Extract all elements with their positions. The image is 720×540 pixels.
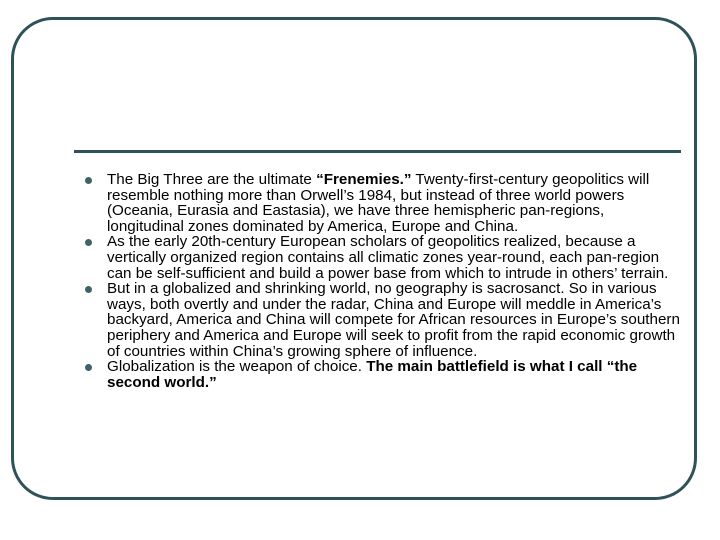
slide-frame xyxy=(11,17,697,500)
bullet-item xyxy=(82,359,682,390)
bullet-text: As the early 20th-century European scholars of geopolitics realized, because a vertically organized region contains all climatic zones year-round, each pan-region can be self-sufficient and build a power base from which to intrude in others’ terrain. xyxy=(107,233,669,282)
title-divider xyxy=(74,150,681,153)
bullet-item xyxy=(82,234,682,281)
bullet-list xyxy=(82,172,682,390)
bullet-text: But in a globalized and shrinking world, no geography is sacrosanct. So in various ways, both overtly and under the radar, China and Europe will meddle in America’s backyard, America and China will compete for African resources in Europe’s southern periphery and America and Europe will seek to profit from the rapid economic growth of countries within China’s growing sphere of influence. xyxy=(107,280,680,360)
bullet-text: Globalization is the weapon of choice. xyxy=(107,358,367,376)
bullet-text: Twenty-first-century geopolitics will resemble nothing more than Orwell’s 1984, but instead of three world powers (Oceania, Eurasia and Eastasia), we have three hemispheric pan-regions, longitudinal zones dominated by America, Europe and China. xyxy=(107,171,650,235)
bullet-dot-icon xyxy=(85,177,92,184)
bullet-text: The Big Three are the ultimate xyxy=(107,171,317,188)
bullet-item xyxy=(82,281,682,359)
bullet-dot-icon xyxy=(85,286,92,293)
bullet-dot-icon xyxy=(85,364,92,371)
bullet-item xyxy=(82,172,682,234)
bullet-text-emphasis: “Frenemies.” xyxy=(316,171,412,188)
bullet-text-emphasis: The main battlefield is what I call “the second world.” xyxy=(107,358,638,391)
bullet-dot-icon xyxy=(85,239,92,246)
